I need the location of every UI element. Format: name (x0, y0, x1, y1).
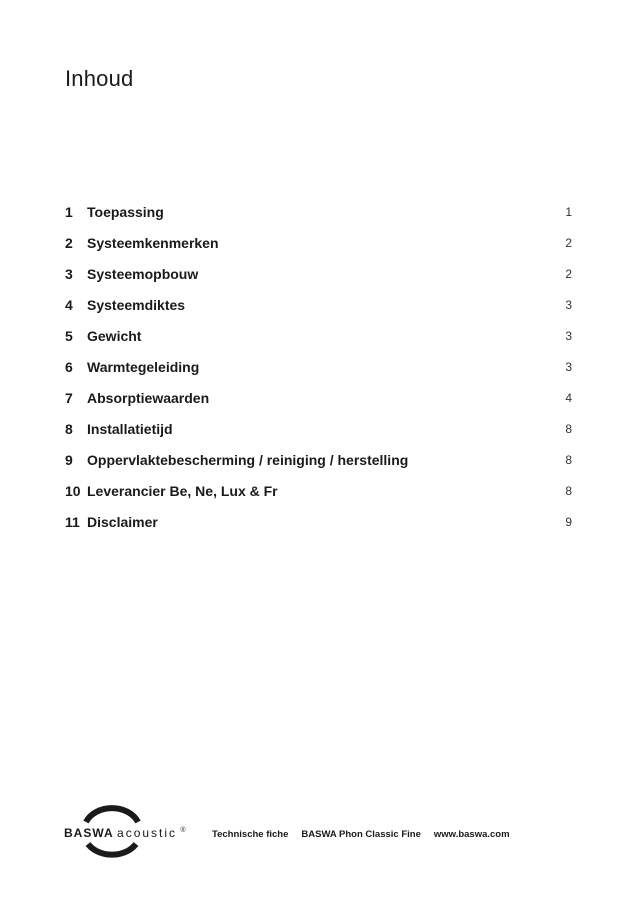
toc-number: 7 (65, 389, 73, 406)
toc-entry[interactable] (65, 506, 575, 537)
toc-page-number: 2 (565, 235, 572, 250)
toc-number: 5 (65, 327, 73, 344)
toc-page-number: 8 (565, 452, 572, 467)
toc-page-number: 9 (565, 514, 572, 529)
toc-entry[interactable] (65, 444, 575, 475)
toc-number: 1 (65, 203, 73, 220)
toc-number: 6 (65, 358, 73, 375)
toc-number: 10 (65, 482, 81, 499)
toc-number: 3 (65, 265, 73, 282)
toc-page-number: 8 (565, 421, 572, 436)
toc-entry[interactable] (65, 351, 575, 382)
toc-label: Disclaimer (87, 513, 158, 530)
toc-label: Systeemopbouw (87, 265, 199, 282)
footer-meta (212, 829, 510, 840)
footer-doc-type: Technische fiche (212, 829, 289, 840)
toc-page-number: 1 (565, 204, 572, 219)
toc-label: Leverancier Be, Ne, Lux & Fr (87, 482, 278, 499)
toc-label: Systeemdiktes (87, 296, 186, 313)
toc-label: Systeemkenmerken (87, 234, 219, 251)
logo-registered-mark: ® (180, 827, 186, 834)
table-of-contents (65, 196, 575, 537)
footer-product: BASWA Phon Classic Fine (301, 829, 421, 840)
toc-page-number: 2 (565, 266, 572, 281)
toc-entry[interactable] (65, 289, 575, 320)
toc-entry[interactable] (65, 475, 575, 506)
toc-entry[interactable] (65, 320, 575, 351)
toc-label: Gewicht (87, 327, 142, 344)
footer-website-link[interactable]: www.baswa.com (433, 829, 510, 840)
toc-number: 11 (65, 513, 80, 530)
toc-entry[interactable] (65, 413, 575, 444)
toc-entry[interactable] (65, 227, 575, 258)
toc-number: 8 (65, 420, 73, 437)
toc-page-number: 8 (565, 483, 572, 498)
baswa-logo (64, 800, 190, 868)
toc-page-number: 4 (565, 390, 572, 405)
toc-number: 9 (65, 451, 73, 468)
toc-entry[interactable] (65, 196, 575, 227)
toc-label: Installatietijd (87, 420, 173, 437)
page-title: Inhoud (65, 66, 134, 91)
toc-entry[interactable] (65, 382, 575, 413)
toc-entry[interactable] (65, 258, 575, 289)
toc-number: 4 (65, 296, 73, 313)
toc-page-number: 3 (565, 297, 572, 312)
toc-label: Oppervlaktebescherming / reiniging / herstelling (87, 451, 409, 468)
logo-wordmark (64, 826, 186, 840)
toc-number: 2 (65, 234, 73, 251)
toc-label: Absorptiewaarden (87, 389, 210, 406)
toc-page-number: 3 (565, 328, 572, 343)
toc-label: Warmtegeleiding (87, 358, 200, 375)
toc-label: Toepassing (87, 203, 164, 220)
toc-page-number: 3 (565, 359, 572, 374)
logo-brand: BASWA (64, 826, 114, 840)
logo-subtitle: acoustic (117, 826, 178, 840)
